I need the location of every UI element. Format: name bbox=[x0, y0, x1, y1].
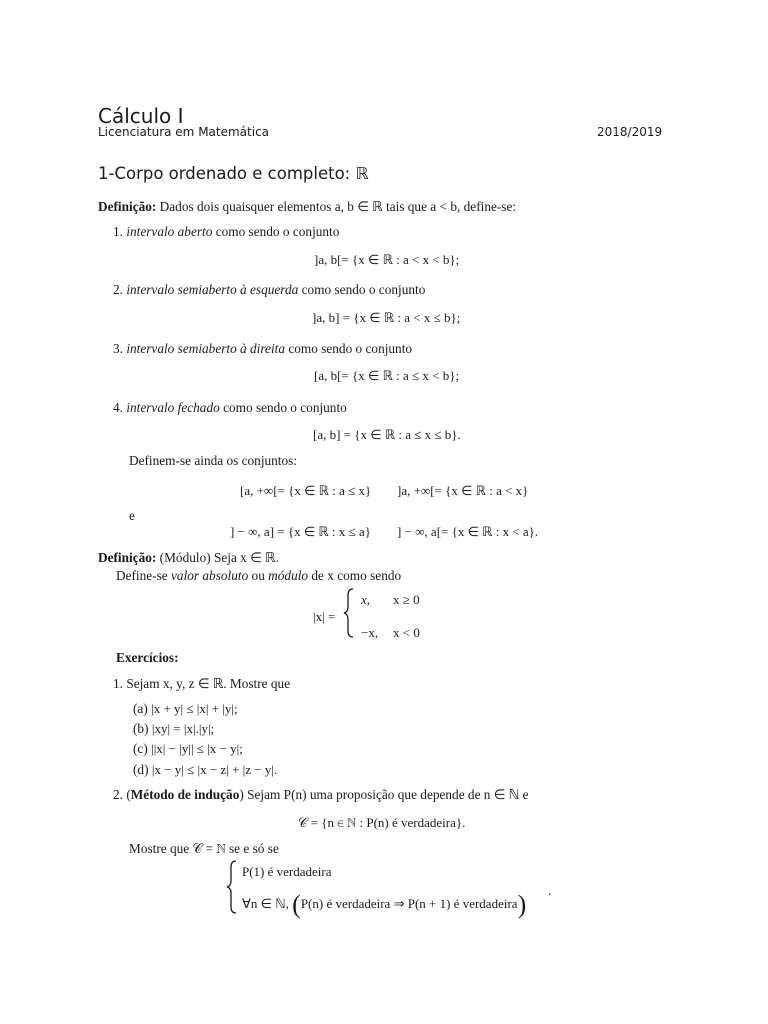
item-term: intervalo aberto bbox=[126, 224, 213, 239]
text-span: de x como sendo bbox=[311, 568, 402, 583]
text-span: ( bbox=[126, 787, 131, 802]
item-number: 1. bbox=[113, 676, 123, 691]
item-term: intervalo semiaberto à direita bbox=[126, 341, 285, 356]
sub-item-label: (d) bbox=[133, 762, 149, 777]
formula-set: ] − ∞, a] = {x ∈ ℝ : x ≤ a} bbox=[230, 524, 371, 539]
case-value: −x, bbox=[361, 625, 379, 640]
academic-year: 2018/2019 bbox=[597, 125, 663, 139]
left-brace-icon bbox=[226, 860, 238, 914]
definition-intervals bbox=[98, 199, 516, 215]
paragraph: Mostre que 𝒞 = ℕ se e só se bbox=[129, 841, 279, 856]
exercise-text: Sejam x, y, z ∈ ℝ. Mostre que bbox=[126, 676, 291, 691]
item-text: como sendo o conjunto bbox=[288, 341, 413, 356]
sub-item-formula: |x − y| ≤ |x − z| + |z − y|. bbox=[151, 762, 278, 777]
text-span: ou bbox=[251, 568, 265, 583]
formula-set: [a, +∞[= {x ∈ ℝ : a ≤ x} bbox=[240, 483, 372, 498]
conjunction: e bbox=[129, 508, 135, 523]
definition-modulus bbox=[98, 550, 279, 566]
condition-base-case: P(1) é verdadeira bbox=[242, 864, 332, 879]
sub-item-formula: |x + y| ≤ |x| + |y|; bbox=[151, 701, 238, 716]
formula-right-half-open: [a, b[= {x ∈ ℝ : a ≤ x < b}; bbox=[314, 368, 460, 383]
paragraph bbox=[116, 568, 401, 584]
term: valor absoluto bbox=[171, 568, 249, 583]
method-name: Método de indução bbox=[130, 787, 240, 802]
right-paren: ) bbox=[517, 890, 527, 919]
list-item bbox=[113, 224, 339, 240]
sub-item bbox=[133, 741, 243, 757]
sub-item-formula: ||x| − |y|| ≤ |x − y|; bbox=[151, 741, 243, 756]
item-number: 2. bbox=[113, 282, 123, 297]
section-title: 1-Corpo ordenado e completo: ℝ bbox=[98, 164, 369, 183]
definition-label: Definição: bbox=[98, 550, 157, 565]
case-condition: x < 0 bbox=[393, 625, 420, 640]
term: módulo bbox=[268, 568, 309, 583]
definition-text: (Módulo) Seja x ∈ ℝ. bbox=[159, 550, 279, 565]
item-number: 1. bbox=[113, 224, 123, 239]
list-item bbox=[113, 341, 412, 357]
sub-item-label: (b) bbox=[133, 721, 149, 736]
exercise-item bbox=[113, 787, 529, 803]
sub-item bbox=[133, 762, 277, 778]
definition-text: Dados dois quaisquer elementos a, b ∈ ℝ tais que a < b, define-se: bbox=[159, 199, 517, 214]
definition-label: Definição: bbox=[98, 199, 157, 214]
implication: P(n) é verdadeira ⇒ P(n + 1) é verdadeira bbox=[300, 896, 518, 911]
case-condition: x ≥ 0 bbox=[393, 592, 420, 607]
item-text: como sendo o conjunto bbox=[301, 282, 426, 297]
paragraph: Definem-se ainda os conjuntos: bbox=[129, 453, 298, 468]
formula-closed-interval: [a, b] = {x ∈ ℝ : a ≤ x ≤ b}. bbox=[313, 427, 461, 442]
text-span: Define-se bbox=[116, 568, 168, 583]
formula-left-half-open: ]a, b] = {x ∈ ℝ : a < x ≤ b}; bbox=[312, 310, 461, 325]
item-number: 2. bbox=[113, 787, 123, 802]
left-brace-icon bbox=[343, 588, 355, 638]
item-text: como sendo o conjunto bbox=[223, 400, 347, 415]
sub-item bbox=[133, 721, 214, 737]
course-name: Licenciatura em Matemática bbox=[98, 125, 270, 139]
item-term: intervalo semiaberto à esquerda bbox=[126, 282, 299, 297]
sub-item bbox=[133, 701, 238, 717]
list-item bbox=[113, 400, 347, 416]
quantifier: ∀n ∈ ℕ, bbox=[242, 896, 289, 911]
formula-set: ]a, +∞[= {x ∈ ℝ : a < x} bbox=[397, 483, 529, 498]
formula-set-c: 𝒞 = {n ∈ ℕ : P(n) é verdadeira}. bbox=[298, 815, 466, 830]
exercise-item bbox=[113, 676, 290, 692]
modulus-lhs: |x| = bbox=[313, 609, 336, 624]
item-number: 4. bbox=[113, 400, 123, 415]
exercises-heading: Exercícios: bbox=[116, 650, 179, 665]
case-value: x, bbox=[361, 592, 371, 607]
period: . bbox=[548, 883, 552, 898]
sub-item-formula: |xy| = |x|.|y|; bbox=[151, 721, 215, 736]
formula-set: ] − ∞, a[= {x ∈ ℝ : x < a}. bbox=[397, 524, 539, 539]
left-paren: ( bbox=[292, 890, 301, 919]
item-term: intervalo fechado bbox=[126, 400, 220, 415]
formula-open-interval: ]a, b[= {x ∈ ℝ : a < x < b}; bbox=[314, 252, 460, 267]
condition-inductive-step bbox=[242, 890, 526, 920]
document-title: Cálculo I bbox=[98, 104, 184, 128]
sub-item-label: (a) bbox=[133, 701, 148, 716]
exercise-text: ) Sejam P(n) uma proposição que depende de n ∈ ℕ e bbox=[239, 787, 529, 802]
list-item bbox=[113, 282, 425, 298]
item-text: como sendo o conjunto bbox=[215, 224, 340, 239]
sub-item-label: (c) bbox=[133, 741, 148, 756]
item-number: 3. bbox=[113, 341, 123, 356]
